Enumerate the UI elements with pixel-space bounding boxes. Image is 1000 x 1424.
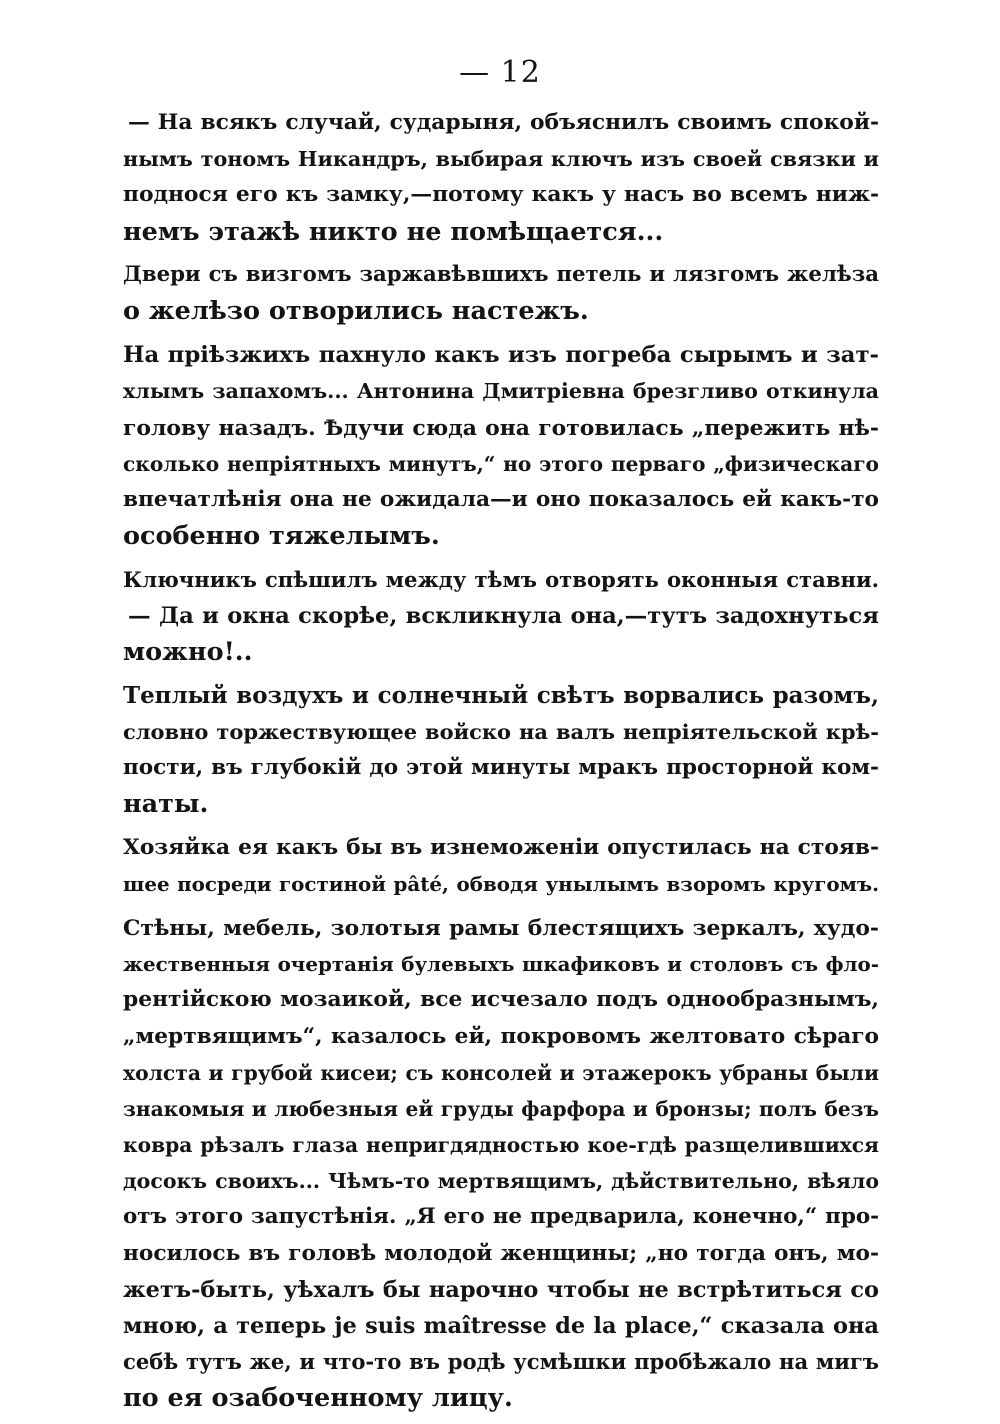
text-line: по ея озабоченному лицу. (123, 1383, 513, 1414)
paragraph (123, 910, 879, 1417)
text-line: словно торжествующее войско на валъ непріятельской крѣ- (123, 719, 879, 744)
text-line: Хозяйка ея какъ бы въ изнеможеніи опустилась на стояв- (123, 835, 879, 861)
text-line: наты. (123, 789, 209, 820)
text-line: ковра рѣзалъ глаза непригдядностью кое-гдѣ разщелившихся (123, 1133, 879, 1158)
paragraph (123, 562, 879, 671)
text-line: поднося его къ замку,—потому какъ у насъ во всемъ ниж- (123, 182, 879, 208)
text-line: о желѣзо отворились настежъ. (123, 296, 589, 327)
paragraph (123, 257, 879, 329)
text-line: мною, а теперь je suis maîtresse de la place,“ сказала она (123, 1313, 879, 1339)
text-line: сколько непріятныхъ минутъ,“ но этого перваго „физическаго (123, 451, 879, 476)
text-line: жетъ-быть, уѣхалъ бы нарочно чтобы не встрѣтиться со (123, 1276, 879, 1303)
text-line: отъ этого запустѣнія. „Я его не предварила, конечно,“ про- (123, 1204, 879, 1230)
text-line: голову назадъ. Ѣдучи сюда она готовилась „пережить нѣ- (123, 414, 879, 441)
text-line: шее посреди гостиной pâté, обводя унылымъ взоромъ кругомъ. (123, 872, 879, 897)
page-number: — 12 (459, 55, 541, 90)
text-line: хлымъ запахомъ... Антонина Дмитріевна брезгливо откинула (123, 379, 879, 404)
text-line: Стѣны, мебель, золотыя рамы блестящихъ зеркалъ, худо- (123, 914, 879, 941)
paragraph (123, 830, 879, 902)
paragraph (123, 105, 879, 250)
text-line: холста и грубой кисеи; съ консолей и этажерокъ убраны были (123, 1060, 879, 1085)
text-line: Ключникъ спѣшилъ между тѣмъ отворять оконныя ставни. (123, 566, 879, 592)
text-line: знакомыя и любезныя ей груды фарфора и бронзы; полъ безъ (123, 1096, 879, 1121)
text-line: можно!.. (123, 637, 253, 668)
text-line: „мертвящимъ“, казалось ей, покровомъ желтовато сѣраго (123, 1023, 879, 1049)
text-line: — Да и окна скорѣе, вскликнула она,—тутъ задохнуться (128, 602, 879, 629)
text-line: немъ этажѣ никто не помѣщается... (123, 216, 664, 247)
body-text (123, 105, 879, 1424)
text-line: себѣ тутъ же, и что-то въ родѣ усмѣшки пробѣжало на мигъ (123, 1349, 879, 1375)
text-line: носилось въ головѣ молодой женщины; „но тогда онъ, мо- (123, 1240, 879, 1266)
text-line: На пріѣзжихъ пахнуло какъ изъ погреба сырымъ и зат- (123, 342, 879, 369)
text-line: особенно тяжелымъ. (123, 521, 440, 552)
text-line: — На всякъ случай, сударыня, объяснилъ своимъ спокой- (128, 110, 879, 135)
text-line: нымъ тономъ Никандръ, выбирая ключъ изъ своей связки и (123, 147, 879, 172)
paragraph (123, 337, 879, 554)
paragraph (123, 678, 879, 823)
text-line: Теплый воздухъ и солнечный свѣтъ ворвались разомъ, (123, 681, 879, 709)
text-line: досокъ своихъ... Чѣмъ-то мертвящимъ, дѣйствительно, вѣяло (123, 1169, 879, 1194)
text-line: пости, въ глубокій до этой минуты мракъ просторной ком- (123, 755, 879, 781)
text-line: жественныя очертанія булевыхъ шкафиковъ и столовъ съ фло- (123, 952, 879, 977)
text-line: Двери съ визгомъ заржавѣвшихъ петель и лязгомъ желѣза (123, 262, 879, 288)
text-line: впечатлѣнія она не ожидала—и оно показалось ей какъ-то (123, 486, 879, 512)
text-line: рентійскою мозаикой, все исчезало подъ однообразнымъ, (123, 987, 879, 1013)
